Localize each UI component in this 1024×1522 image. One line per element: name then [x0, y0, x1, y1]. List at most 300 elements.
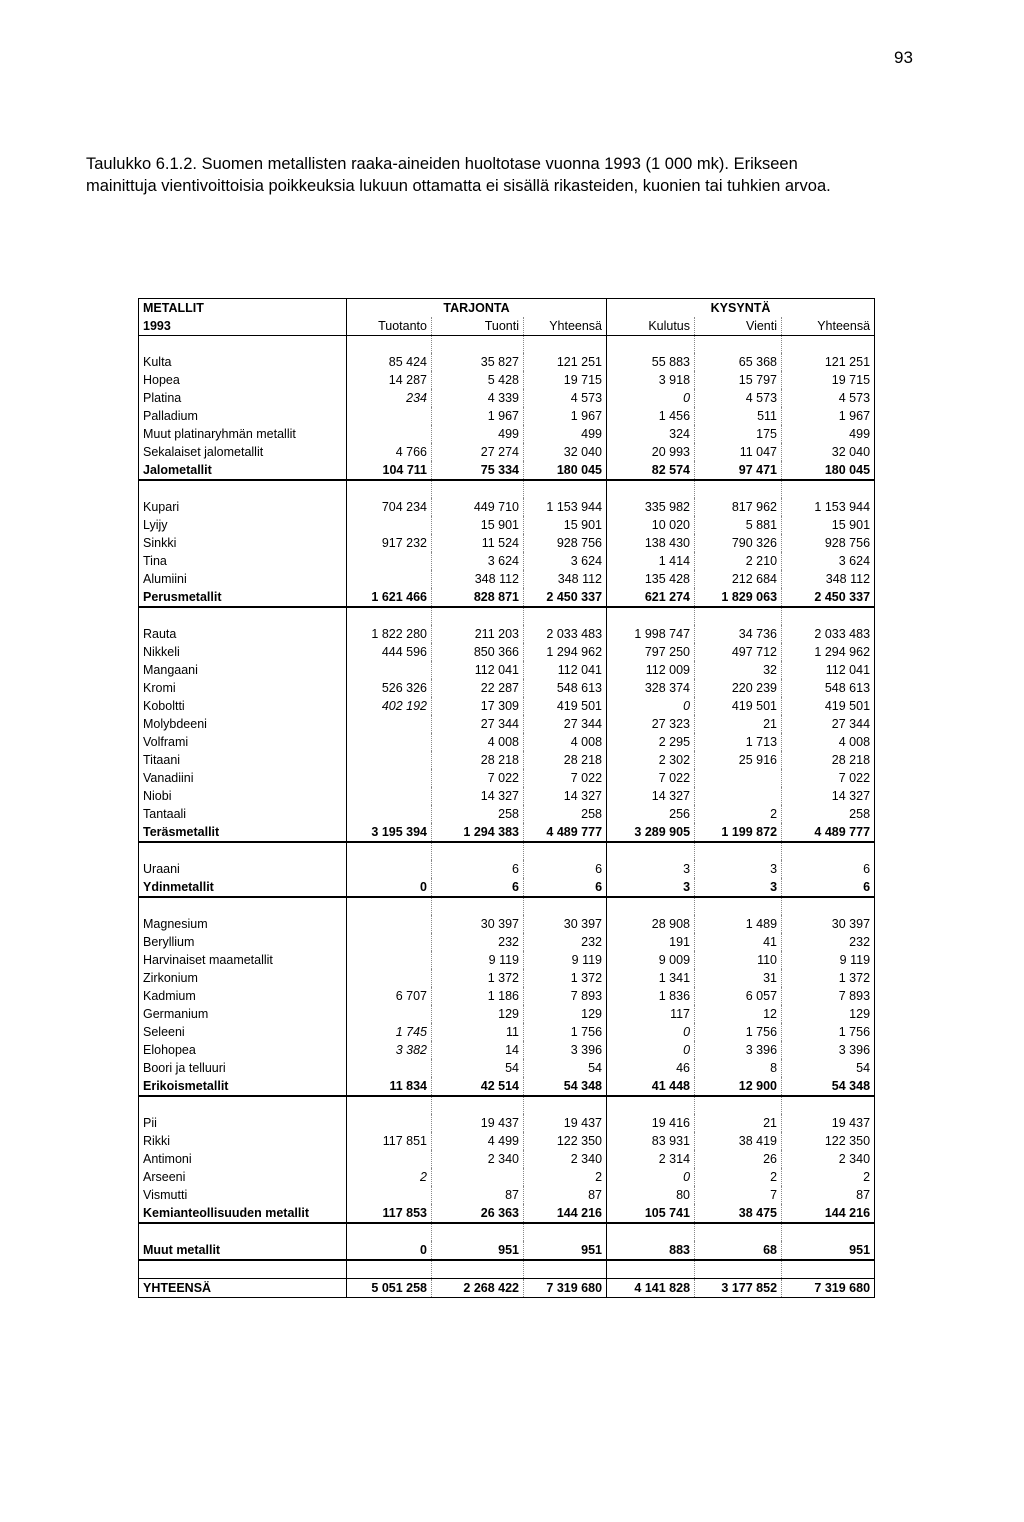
cell-yhteensä-supply: 129 [524, 1005, 607, 1023]
row-label: Rikki [139, 1132, 347, 1150]
cell-tuonti: 449 710 [432, 498, 524, 516]
cell-tuonti: 27 344 [432, 715, 524, 733]
cell-yhteensä-demand: 54 348 [782, 1077, 875, 1096]
cell-vienti: 15 797 [695, 371, 782, 389]
table-body [139, 299, 875, 1298]
cell-vienti: 12 900 [695, 1077, 782, 1096]
group-supply-header: TARJONTA [347, 299, 607, 318]
cell-tuotanto [347, 661, 432, 679]
cell-vienti: 212 684 [695, 570, 782, 588]
col-header-yhteensa-demand: Yhteensä [782, 317, 875, 336]
cell-tuonti: 232 [432, 933, 524, 951]
cell-tuotanto [347, 915, 432, 933]
table-row [139, 1168, 875, 1186]
row-label: Arseeni [139, 1168, 347, 1186]
cell-kulutus: 328 374 [607, 679, 695, 697]
cell-yhteensä-supply: 1 372 [524, 969, 607, 987]
row-label: Vismutti [139, 1186, 347, 1204]
cell-yhteensä-demand: 258 [849, 807, 871, 821]
row-label: Seleeni [139, 1023, 347, 1041]
table-caption [86, 153, 966, 197]
table-row [139, 1041, 875, 1059]
cell-tuonti: 850 366 [432, 643, 524, 661]
cell-tuotanto: 234 [347, 389, 432, 407]
cell-vienti: 11 047 [695, 443, 782, 461]
row-label: Antimoni [139, 1150, 347, 1168]
cell-yhteensä-demand: 7 893 [838, 989, 871, 1003]
cell-yhteensä-demand: 27 344 [831, 717, 871, 731]
row-label: Titaani [139, 751, 347, 769]
cell-kulutus: 138 430 [607, 534, 695, 552]
cell-yhteensä-demand: 19 715 [831, 373, 871, 387]
cell-kulutus: 105 741 [607, 1204, 695, 1223]
cell-tuotanto: 4 766 [347, 443, 432, 461]
table-row [139, 679, 875, 697]
cell-tuonti: 2 340 [432, 1150, 524, 1168]
cell-kulutus: 0 [607, 697, 695, 715]
cell-tuotanto: 6 707 [347, 987, 432, 1005]
table-row [139, 860, 875, 878]
table-row [139, 625, 875, 643]
row-label: Palladium [139, 407, 347, 425]
cell-vienti: 790 326 [695, 534, 782, 552]
cell-kulutus: 7 022 [607, 769, 695, 787]
cell-kulutus: 191 [607, 933, 695, 951]
row-label: Kromi [139, 679, 347, 697]
cell-yhteensä-demand: 32 040 [831, 445, 871, 459]
cell-tuotanto: 444 596 [347, 643, 432, 661]
cell-tuonti: 129 [432, 1005, 524, 1023]
table-row [139, 1059, 875, 1077]
cell-yhteensä-demand: 3 396 [838, 1043, 871, 1057]
caption-line-1: Taulukko 6.1.2. Suomen metallisten raaka-aineiden huoltotase vuonna 1993 (1 000 mk). Erikseen [86, 155, 798, 173]
cell-tuonti: 42 514 [432, 1077, 524, 1096]
row-label: Perusmetallit [139, 588, 347, 607]
cell-tuonti: 1 967 [432, 407, 524, 425]
cell-yhteensä-demand: 419 501 [824, 699, 871, 713]
cell-tuonti: 17 309 [432, 697, 524, 715]
cell-yhteensä-supply: 15 901 [524, 516, 607, 534]
cell-yhteensä-supply: 14 327 [524, 787, 607, 805]
page-number: 93 [894, 48, 913, 67]
cell-yhteensä-demand: 348 112 [825, 572, 871, 586]
table-row [139, 371, 875, 389]
cell-yhteensä-supply: 87 [524, 1186, 607, 1204]
cell-tuonti: 112 041 [432, 661, 524, 679]
table-row [139, 969, 875, 987]
cell-yhteensä-demand: 499 [849, 427, 871, 441]
cell-kulutus: 2 295 [607, 733, 695, 751]
cell-tuonti: 35 827 [432, 353, 524, 371]
cell-vienti: 6 057 [695, 987, 782, 1005]
cell-tuotanto [347, 860, 432, 878]
cell-tuonti: 54 [432, 1059, 524, 1077]
row-label: Jalometallit [139, 461, 347, 480]
group-demand-header: KYSYNTÄ [607, 299, 875, 318]
cell-tuonti: 499 [432, 425, 524, 443]
cell-tuonti: 7 022 [432, 769, 524, 787]
cell-yhteensä-supply: 121 251 [524, 353, 607, 371]
cell-yhteensä-supply: 112 041 [524, 661, 607, 679]
cell-yhteensä-demand: 4 573 [838, 391, 871, 405]
cell-tuonti: 1 294 383 [432, 823, 524, 842]
cell-tuonti: 2 268 422 [432, 1279, 524, 1298]
table-row [139, 787, 875, 805]
grand-total-row [139, 1279, 875, 1298]
cell-kulutus: 28 908 [607, 915, 695, 933]
cell-tuotanto [347, 552, 432, 570]
row-label: Tina [139, 552, 347, 570]
cell-vienti: 97 471 [695, 461, 782, 480]
row-label: Boori ja telluuri [139, 1059, 347, 1077]
cell-kulutus: 0 [607, 1041, 695, 1059]
cell-tuonti: 828 871 [432, 588, 524, 607]
cell-yhteensä-supply: 144 216 [524, 1204, 607, 1223]
spacer-row [139, 1260, 875, 1279]
cell-tuonti: 9 119 [432, 951, 524, 969]
spacer-row [139, 480, 875, 498]
cell-vienti: 41 [695, 933, 782, 951]
cell-kulutus: 621 274 [607, 588, 695, 607]
cell-tuotanto: 3 382 [347, 1041, 432, 1059]
cell-yhteensä-demand: 122 350 [824, 1134, 871, 1148]
cell-tuonti: 258 [432, 805, 524, 823]
col-header-tuotanto: Tuotanto [347, 317, 432, 336]
col-header-tuonti: Tuonti [432, 317, 524, 336]
cell-kulutus: 112 009 [607, 661, 695, 679]
cell-vienti: 1 489 [695, 915, 782, 933]
cell-tuotanto: 14 287 [347, 371, 432, 389]
cell-vienti: 1 829 063 [695, 588, 782, 607]
cell-vienti: 1 713 [695, 733, 782, 751]
cell-yhteensä-supply: 32 040 [524, 443, 607, 461]
cell-kulutus: 0 [607, 1023, 695, 1041]
cell-yhteensä-demand: 121 251 [824, 355, 871, 369]
cell-yhteensä-supply: 348 112 [524, 570, 607, 588]
cell-kulutus: 41 448 [607, 1077, 695, 1096]
cell-kulutus: 1 341 [607, 969, 695, 987]
cell-tuotanto: 917 232 [347, 534, 432, 552]
cell-vienti: 511 [695, 407, 782, 425]
cell-yhteensä-supply: 30 397 [524, 915, 607, 933]
cell-yhteensä-demand: 7 022 [838, 771, 871, 785]
table-row [139, 1005, 875, 1023]
row-label: Vanadiini [139, 769, 347, 787]
row-label: Muut platinaryhmän metallit [139, 425, 347, 443]
cell-tuotanto [347, 407, 432, 425]
cell-kulutus: 335 982 [607, 498, 695, 516]
cell-kulutus: 20 993 [607, 443, 695, 461]
cell-tuonti: 348 112 [432, 570, 524, 588]
cell-vienti: 25 916 [695, 751, 782, 769]
row-label: Kulta [139, 353, 347, 371]
cell-tuotanto [347, 516, 432, 534]
cell-vienti: 2 210 [695, 552, 782, 570]
cell-yhteensä-demand: 6 [782, 878, 875, 897]
cell-tuonti: 11 524 [432, 534, 524, 552]
cell-yhteensä-supply: 6 [524, 878, 607, 897]
cell-vienti: 3 396 [695, 1041, 782, 1059]
cell-tuonti: 15 901 [432, 516, 524, 534]
cell-yhteensä-demand: 9 119 [839, 953, 871, 967]
cell-vienti: 4 573 [695, 389, 782, 407]
cell-yhteensä-demand: 7 319 680 [782, 1279, 875, 1298]
spacer-row [139, 336, 875, 354]
cell-tuotanto: 3 195 394 [347, 823, 432, 842]
cell-kulutus: 46 [607, 1059, 695, 1077]
row-label: Nikkeli [139, 643, 347, 661]
cell-yhteensä-demand: 2 340 [838, 1152, 871, 1166]
caption-line-2: mainittuja vientivoittoisia poikkeuksia lukuun ottamatta ei sisällä rikasteiden, kuonien tai tuhkien arvoa. [86, 177, 831, 195]
cell-tuonti: 26 363 [432, 1204, 524, 1223]
cell-kulutus: 135 428 [607, 570, 695, 588]
cell-yhteensä-supply: 951 [524, 1241, 607, 1260]
table-row [139, 1186, 875, 1204]
cell-tuonti: 11 [432, 1023, 524, 1041]
cell-yhteensä-demand: 54 [856, 1061, 871, 1075]
row-label: Zirkonium [139, 969, 347, 987]
table-row [139, 915, 875, 933]
cell-vienti: 1 199 872 [695, 823, 782, 842]
spacer-row [139, 1096, 875, 1114]
table-row [139, 498, 875, 516]
spacer-row [139, 1223, 875, 1241]
subtotal-row [139, 1241, 875, 1260]
cell-yhteensä-supply: 2 [524, 1168, 607, 1186]
cell-tuotanto [347, 570, 432, 588]
corner-year: 1993 [139, 317, 347, 336]
cell-yhteensä-demand: 87 [856, 1188, 871, 1202]
header-row-groups [139, 299, 875, 318]
table-row [139, 407, 875, 425]
cell-yhteensä-demand: 928 756 [824, 536, 871, 550]
table-row [139, 443, 875, 461]
cell-yhteensä-demand: 180 045 [782, 461, 875, 480]
cell-yhteensä-demand: 2 033 483 [814, 627, 871, 641]
cell-vienti: 38 419 [695, 1132, 782, 1150]
row-label: Niobi [139, 787, 347, 805]
cell-tuonti: 4 499 [432, 1132, 524, 1150]
cell-yhteensä-demand: 1 153 944 [814, 500, 871, 514]
cell-kulutus: 3 [607, 878, 695, 897]
cell-tuonti: 211 203 [432, 625, 524, 643]
table-row [139, 389, 875, 407]
cell-yhteensä-demand: 112 041 [825, 663, 871, 677]
cell-tuotanto [347, 951, 432, 969]
cell-kulutus: 55 883 [607, 353, 695, 371]
cell-vienti: 12 [695, 1005, 782, 1023]
cell-kulutus: 80 [607, 1186, 695, 1204]
cell-kulutus: 324 [607, 425, 695, 443]
cell-vienti: 220 239 [695, 679, 782, 697]
cell-tuonti: 22 287 [432, 679, 524, 697]
cell-tuonti: 1 186 [432, 987, 524, 1005]
row-label: Koboltti [139, 697, 347, 715]
cell-kulutus: 82 574 [607, 461, 695, 480]
cell-yhteensä-supply: 1 756 [524, 1023, 607, 1041]
cell-yhteensä-demand: 2 [863, 1170, 871, 1184]
row-label: Lyijy [139, 516, 347, 534]
cell-kulutus: 3 918 [607, 371, 695, 389]
cell-vienti: 32 [695, 661, 782, 679]
row-label: Kadmium [139, 987, 347, 1005]
cell-tuotanto [347, 1005, 432, 1023]
cell-yhteensä-supply: 2 033 483 [524, 625, 607, 643]
row-label: Ydinmetallit [139, 878, 347, 897]
cell-tuotanto: 2 [347, 1168, 432, 1186]
cell-tuonti: 6 [432, 878, 524, 897]
cell-yhteensä-demand: 1 967 [838, 409, 871, 423]
cell-vienti: 21 [695, 715, 782, 733]
cell-yhteensä-demand: 1 294 962 [814, 645, 871, 659]
cell-tuotanto: 1 745 [347, 1023, 432, 1041]
cell-yhteensä-demand: 15 901 [831, 518, 871, 532]
table-row [139, 1023, 875, 1041]
row-label: Elohopea [139, 1041, 347, 1059]
cell-kulutus: 2 302 [607, 751, 695, 769]
cell-tuonti: 6 [432, 860, 524, 878]
cell-tuotanto: 117 851 [347, 1132, 432, 1150]
cell-tuotanto [347, 933, 432, 951]
cell-yhteensä-supply: 1 294 962 [524, 643, 607, 661]
cell-tuotanto [347, 751, 432, 769]
cell-tuotanto [347, 1114, 432, 1132]
cell-yhteensä-supply: 232 [524, 933, 607, 951]
cell-yhteensä-supply: 4 573 [524, 389, 607, 407]
cell-vienti: 65 368 [695, 353, 782, 371]
cell-tuotanto: 526 326 [347, 679, 432, 697]
cell-tuonti: 4 008 [432, 733, 524, 751]
metals-supply-demand-table [138, 298, 875, 1298]
table-row [139, 733, 875, 751]
row-label: Sinkki [139, 534, 347, 552]
table-row [139, 570, 875, 588]
row-label: Sekalaiset jalometallit [139, 443, 347, 461]
table-row [139, 805, 875, 823]
cell-yhteensä-demand: 129 [849, 1007, 871, 1021]
cell-vienti: 175 [695, 425, 782, 443]
cell-tuonti: 28 218 [432, 751, 524, 769]
cell-kulutus: 19 416 [607, 1114, 695, 1132]
table-row [139, 661, 875, 679]
table-row [139, 751, 875, 769]
table-row [139, 987, 875, 1005]
cell-yhteensä-supply: 1 153 944 [524, 498, 607, 516]
cell-yhteensä-supply: 3 396 [524, 1041, 607, 1059]
cell-yhteensä-supply: 928 756 [524, 534, 607, 552]
row-label: Germanium [139, 1005, 347, 1023]
row-label: Platina [139, 389, 347, 407]
cell-yhteensä-demand: 4 489 777 [782, 823, 875, 842]
row-label: Beryllium [139, 933, 347, 951]
cell-yhteensä-supply: 28 218 [524, 751, 607, 769]
cell-tuotanto [347, 1059, 432, 1077]
row-label: Muut metallit [139, 1241, 347, 1260]
subtotal-row [139, 588, 875, 607]
cell-tuotanto [347, 1150, 432, 1168]
table-row [139, 769, 875, 787]
cell-tuonti: 5 428 [432, 371, 524, 389]
row-label: Magnesium [139, 915, 347, 933]
cell-vienti: 31 [695, 969, 782, 987]
cell-tuotanto: 0 [347, 878, 432, 897]
row-label: Pii [139, 1114, 347, 1132]
cell-yhteensä-supply: 4 489 777 [524, 823, 607, 842]
table-row [139, 715, 875, 733]
cell-vienti: 110 [695, 951, 782, 969]
cell-kulutus: 1 836 [607, 987, 695, 1005]
cell-tuotanto [347, 425, 432, 443]
cell-vienti: 3 177 852 [695, 1279, 782, 1298]
subtotal-row [139, 823, 875, 842]
cell-vienti: 5 881 [695, 516, 782, 534]
row-label: Tantaali [139, 805, 347, 823]
table-row [139, 1132, 875, 1150]
cell-yhteensä-supply: 2 450 337 [524, 588, 607, 607]
cell-tuotanto: 11 834 [347, 1077, 432, 1096]
cell-yhteensä-supply: 180 045 [524, 461, 607, 480]
cell-kulutus: 1 456 [607, 407, 695, 425]
cell-yhteensä-demand: 14 327 [831, 789, 871, 803]
cell-tuotanto: 704 234 [347, 498, 432, 516]
table-row [139, 516, 875, 534]
cell-yhteensä-supply: 19 715 [524, 371, 607, 389]
cell-yhteensä-demand: 30 397 [831, 917, 871, 931]
cell-tuotanto [347, 1186, 432, 1204]
table-row [139, 697, 875, 715]
corner-title: METALLIT [139, 299, 347, 318]
cell-tuotanto: 85 424 [347, 353, 432, 371]
cell-kulutus: 10 020 [607, 516, 695, 534]
row-label: Hopea [139, 371, 347, 389]
cell-yhteensä-supply: 19 437 [524, 1114, 607, 1132]
cell-vienti: 3 [695, 860, 782, 878]
table-row [139, 951, 875, 969]
cell-tuonti: 87 [432, 1186, 524, 1204]
row-label: Kemianteollisuuden metallit [139, 1204, 347, 1223]
cell-tuotanto: 1 621 466 [347, 588, 432, 607]
cell-tuotanto: 402 192 [347, 697, 432, 715]
table-row [139, 1150, 875, 1168]
spacer-row [139, 897, 875, 915]
cell-kulutus: 14 327 [607, 787, 695, 805]
cell-tuonti: 14 [432, 1041, 524, 1059]
cell-tuotanto [347, 969, 432, 987]
cell-tuotanto [347, 715, 432, 733]
cell-vienti [695, 769, 782, 787]
cell-kulutus: 3 289 905 [607, 823, 695, 842]
cell-tuonti: 27 274 [432, 443, 524, 461]
table-row [139, 933, 875, 951]
cell-vienti: 3 [695, 878, 782, 897]
subtotal-row [139, 461, 875, 480]
cell-vienti: 2 [695, 1168, 782, 1186]
cell-vienti [695, 787, 782, 805]
table-row [139, 353, 875, 371]
cell-vienti: 2 [695, 805, 782, 823]
cell-tuonti: 951 [432, 1241, 524, 1260]
cell-tuonti [432, 1168, 524, 1186]
row-label: Teräsmetallit [139, 823, 347, 842]
cell-kulutus: 797 250 [607, 643, 695, 661]
table-row [139, 1114, 875, 1132]
cell-yhteensä-demand: 1 372 [838, 971, 871, 985]
cell-kulutus: 4 141 828 [607, 1279, 695, 1298]
cell-yhteensä-demand: 19 437 [831, 1116, 871, 1130]
cell-tuotanto: 104 711 [347, 461, 432, 480]
row-label: Mangaani [139, 661, 347, 679]
spacer-row [139, 842, 875, 860]
